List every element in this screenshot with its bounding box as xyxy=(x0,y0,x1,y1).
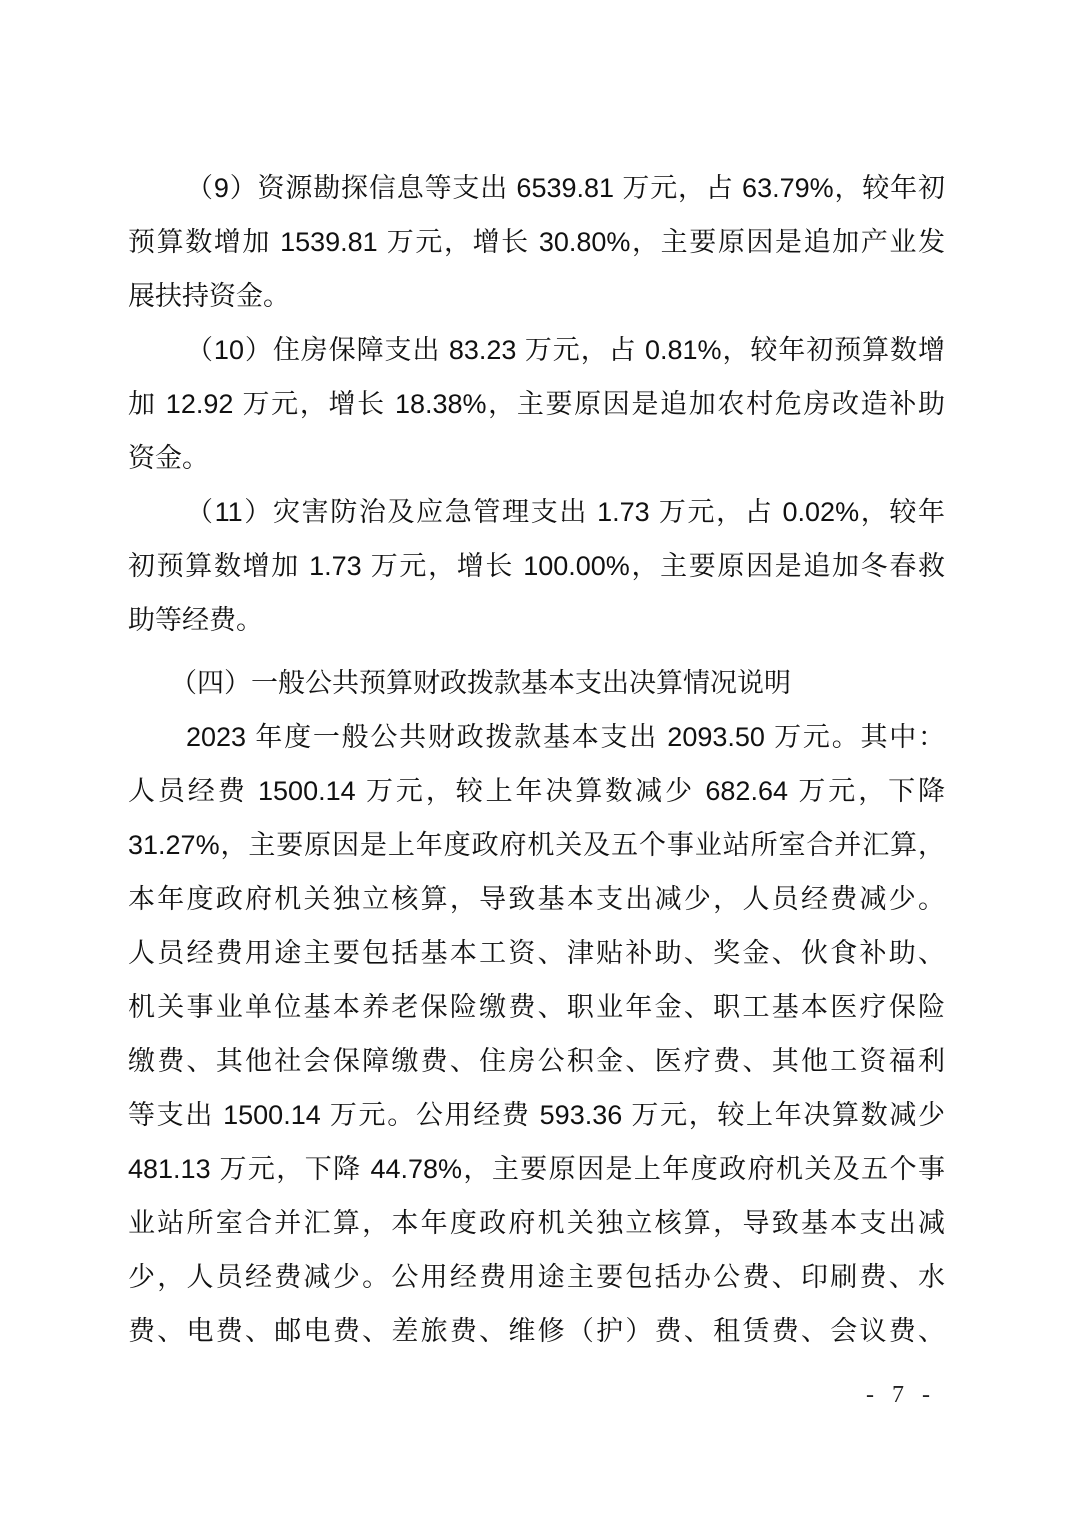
text-line: （10）住房保障支出 83.23 万元，占 0.81%，较年初预算数增 xyxy=(186,335,945,365)
document-body xyxy=(128,161,945,1358)
text-line: 加 12.92 万元，增长 18.38%，主要原因是追加农村危房改造补助 xyxy=(128,389,945,419)
paragraph xyxy=(128,323,945,485)
text-line: 资金。 xyxy=(128,443,209,473)
text-line: 31.27%，主要原因是上年度政府机关及五个事业站所室合并汇算， xyxy=(128,830,945,860)
text-line: 人员经费 1500.14 万元，较上年决算数减少 682.64 万元，下降 xyxy=(128,776,945,806)
text-line: 预算数增加 1539.81 万元，增长 30.80%，主要原因是追加产业发 xyxy=(128,227,945,257)
text-line: 缴费、其他社会保障缴费、住房公积金、医疗费、其他工资福利 xyxy=(128,1046,945,1076)
text-line: 等支出 1500.14 万元。公用经费 593.36 万元，较上年决算数减少 xyxy=(128,1100,945,1130)
text-line: （11）灾害防治及应急管理支出 1.73 万元，占 0.02%，较年 xyxy=(186,497,945,527)
text-line: 少，人员经费减少。公用经费用途主要包括办公费、印刷费、水 xyxy=(128,1262,945,1292)
text-line: 费、电费、邮电费、差旅费、维修（护）费、租赁费、会议费、 xyxy=(128,1316,945,1346)
text-line: 业站所室合并汇算，本年度政府机关独立核算，导致基本支出减 xyxy=(128,1208,945,1238)
page-number: - 7 - xyxy=(866,1382,936,1408)
paragraph xyxy=(128,485,945,647)
text-line: （9）资源勘探信息等支出 6539.81 万元，占 63.79%，较年初 xyxy=(186,173,945,203)
text-line: 481.13 万元，下降 44.78%，主要原因是上年度政府机关及五个事 xyxy=(128,1154,945,1184)
section-heading xyxy=(128,656,945,710)
text-line: 初预算数增加 1.73 万元，增长 100.00%，主要原因是追加冬春救 xyxy=(128,551,945,581)
text-line: 机关事业单位基本养老保险缴费、职业年金、职工基本医疗保险 xyxy=(128,992,945,1022)
text-line: 助等经费。 xyxy=(128,605,263,635)
text-line: 展扶持资金。 xyxy=(128,281,290,311)
paragraph xyxy=(128,710,945,1358)
paragraph xyxy=(128,161,945,323)
text-line: 人员经费用途主要包括基本工资、津贴补助、奖金、伙食补助、 xyxy=(128,938,945,968)
text-line: 本年度政府机关独立核算，导致基本支出减少，人员经费减少。 xyxy=(128,884,945,914)
text-line: 2023 年度一般公共财政拨款基本支出 2093.50 万元。其中： xyxy=(186,722,945,752)
text-line: （四）一般公共预算财政拨款基本支出决算情况说明 xyxy=(170,668,791,698)
